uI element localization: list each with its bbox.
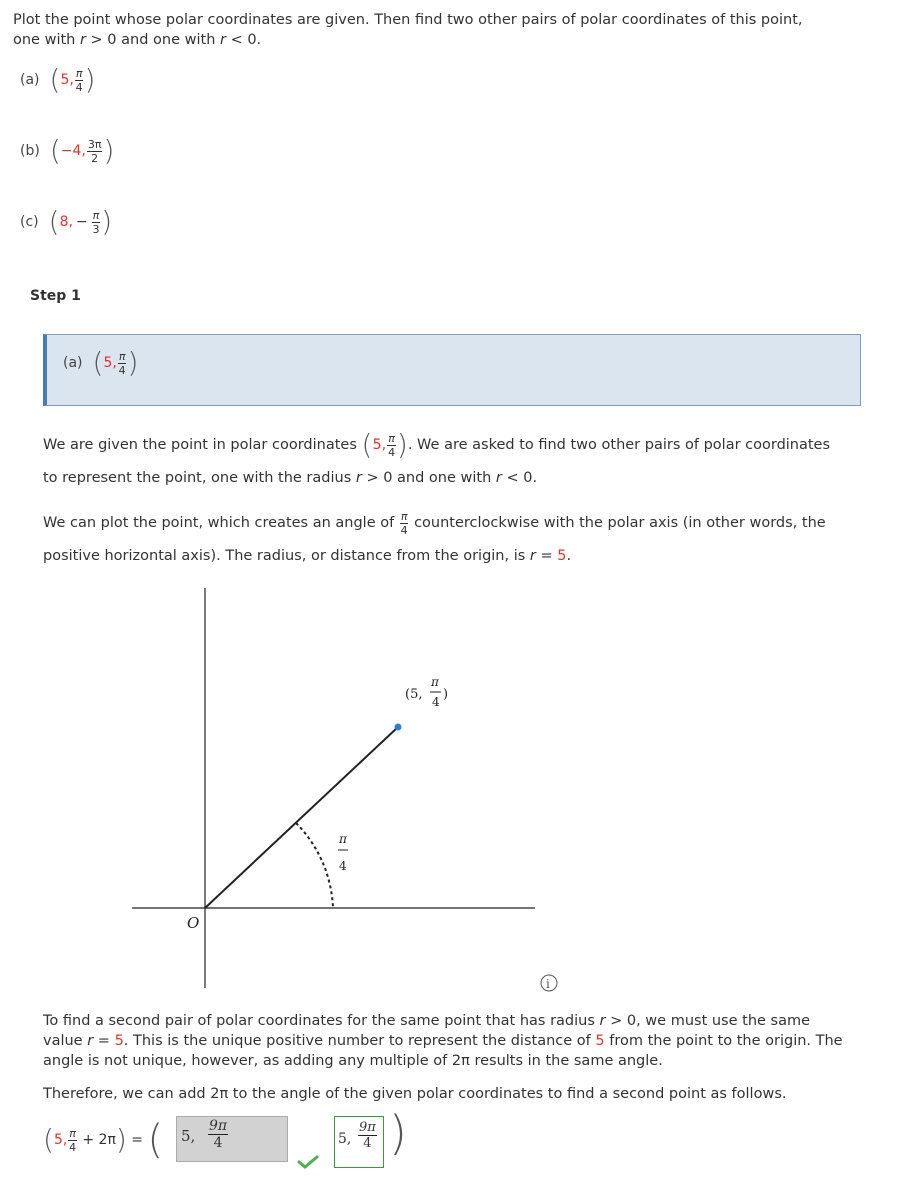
part-angle: $\frac{\pi}{4}$ xyxy=(75,66,83,94)
part-label: (a) xyxy=(20,72,40,88)
correct-answer-box: 5, $\frac{9\pi}{4}$ xyxy=(334,1116,384,1168)
svg-text:i: i xyxy=(546,977,550,991)
equation: ( 5, $\frac{\pi}{4}$ + 2π ) = ( xyxy=(43,1117,164,1163)
part-label: (c) xyxy=(20,214,39,230)
part-angle: $\frac{\pi}{3}$ xyxy=(92,208,100,236)
question-text xyxy=(13,10,803,50)
polar-graph xyxy=(0,580,914,1000)
angle-arc xyxy=(296,823,333,908)
checkmark-icon xyxy=(296,1154,320,1170)
question-line-2: one with r > 0 and one with r < 0. xyxy=(13,32,262,48)
angle-label-num: π xyxy=(339,832,347,846)
part-b: (b) (−4, $\frac{3\pi}{2}$ ) xyxy=(20,134,115,167)
radius-line xyxy=(205,727,398,908)
paragraph-4: Therefore, we can add 2π to the angle of the given polar coordinates to find a second point as follows. xyxy=(43,1086,787,1102)
answer-input[interactable]: 5, $\frac{9\pi}{4}$ xyxy=(176,1116,288,1162)
box-part-a: (a) (5, $\frac{\pi}{4}$ ) xyxy=(63,346,139,379)
paragraph-3: To find a second pair of polar coordinates for the same point that has radius r > 0, we must use the same value r = 5. This is the unique positive number to represent the distance of 5 from the point to the origin. The angle is not unique, however, as adding any multiple of 2π results in the same angle. xyxy=(43,1013,843,1069)
part-radius: 5, xyxy=(60,72,74,88)
part-radius: 8, xyxy=(59,214,73,230)
question-line-1: Plot the point whose polar coordinates are given. Then find two other pairs of polar coordinates of this point, xyxy=(13,12,803,28)
part-radius: −4, xyxy=(60,143,86,159)
point-label-first: (5, xyxy=(405,687,423,702)
info-icon[interactable] xyxy=(541,975,557,991)
angle-label-den: 4 xyxy=(339,859,347,873)
paragraph-2: We can plot the point, which creates an angle of $\frac{\pi}{4}$ counterclockwise with the polar axis (in other words, the positive horizontal axis). The radius, or distance from the origin, is r = 5. xyxy=(43,509,826,564)
point-label-den: 4 xyxy=(432,695,440,709)
step-highlight-box xyxy=(43,334,861,406)
part-c: (c) (8, − $\frac{\pi}{3}$ ) xyxy=(20,205,113,238)
step-title: Step 1 xyxy=(30,288,81,304)
part-a: (a) (5, $\frac{\pi}{4}$ ) xyxy=(20,63,96,96)
part-label: (b) xyxy=(20,143,40,159)
point-marker xyxy=(395,724,402,731)
paragraph-1: We are given the point in polar coordinates ( 5, $\frac{\pi}{4}$ ) . We are asked to find two other pairs of polar coordinates to represent the point, one with the radius r > 0 and one with r < 0. xyxy=(43,428,831,486)
point-label-num: π xyxy=(431,675,439,689)
origin-label: O xyxy=(187,914,200,932)
point-label-close: ) xyxy=(443,687,449,702)
part-angle: $\frac{3\pi}{2}$ xyxy=(87,137,102,165)
